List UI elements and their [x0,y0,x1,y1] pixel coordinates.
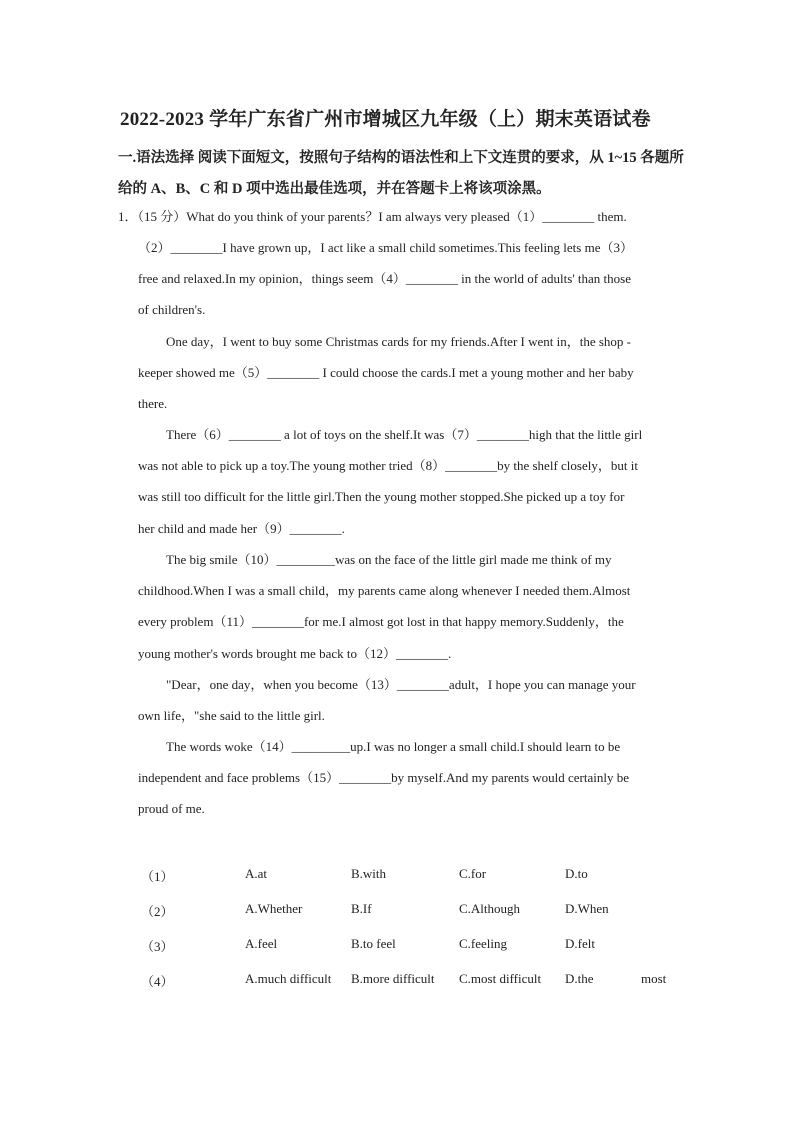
passage-line: was still too difficult for the little girl.Then the young mother stopped.She picked up a toy for [138,489,625,504]
option-d: D.to [565,866,588,881]
passage-line: of children's. [138,302,206,317]
passage-line: every problem（11）________for me.I almost got lost in that happy memory.Suddenly，the [138,614,624,629]
option-number: （4） [141,974,174,989]
passage-line: own life，"she said to the little girl. [138,708,325,723]
passage-line: （2）________I have grown up，I act like a small child sometimes.This feeling lets me（3） [138,240,633,255]
passage-line: independent and face problems（15）________by myself.And my parents would certainly be [138,770,629,785]
option-d: D.felt [565,936,595,951]
option-b: B.more difficult [351,971,435,986]
option-a: A.much difficult [245,971,332,986]
option-number: （3） [141,939,174,954]
passage-line: 1．（15 分）What do you think of your parents？I am always very pleased（1）________ them. [118,209,627,224]
section-instruction-line-2: 给的 A、B、C 和 D 项中选出最佳选项，并在答题卡上将该项涂黑。 [118,181,551,197]
option-a: A.feel [245,936,278,951]
option-row [0,866,794,884]
passage-line: keeper showed me（5）________ I could choose the cards.I met a young mother and her baby [138,365,634,380]
option-a: A.Whether [245,901,303,916]
passage-line: her child and made her（9）________. [138,521,345,536]
option-number: （1） [141,869,174,884]
option-b: B.with [351,866,387,881]
option-d: D.When [565,901,609,916]
option-b: B.to feel [351,936,396,951]
passage-line: free and relaxed.In my opinion，things seem（4）________ in the world of adults' than those [138,271,631,286]
option-number: （2） [141,904,174,919]
option-b: B.If [351,901,372,916]
passage-line: childhood.When I was a small child，my parents came along whenever I needed them.Almost [138,583,631,598]
passage-line: proud of me. [138,801,205,816]
passage-line: was not able to pick up a toy.The young mother tried（8）________by the shelf closely，but it [138,458,638,473]
option-row [0,971,794,989]
option-c: C.Although [459,901,521,916]
passage-line: The big smile（10）_________was on the face of the little girl made me think of my [166,552,612,567]
option-c: C.feeling [459,936,508,951]
passage-line: There（6）________ a lot of toys on the shelf.It was（7）________high that the little girl [166,427,643,442]
option-d: D.the [565,971,594,986]
passage-line: there. [138,396,168,411]
passage-line: "Dear，one day，when you become（13）________adult，I hope you can manage your [166,677,636,692]
passage-line: young mother's words brought me back to（12）________. [138,646,452,661]
option-row [0,936,794,954]
option-c: C.most difficult [459,971,542,986]
passage-line: The words woke（14）_________up.I was no longer a small child.I should learn to be [166,739,621,754]
option-d-continued: most [641,971,667,986]
option-a: A.at [245,866,268,881]
passage-line: One day，I went to buy some Christmas cards for my friends.After I went in，the shop - [166,334,632,349]
option-row [0,901,794,919]
page-title: 2022-2023 学年广东省广州市增城区九年级（上）期末英语试卷 [120,109,651,130]
option-c: C.for [459,866,487,881]
section-instruction-line-1: 一.语法选择 阅读下面短文，按照句子结构的语法性和上下文连贯的要求，从 1~15 各题所 [118,150,684,166]
